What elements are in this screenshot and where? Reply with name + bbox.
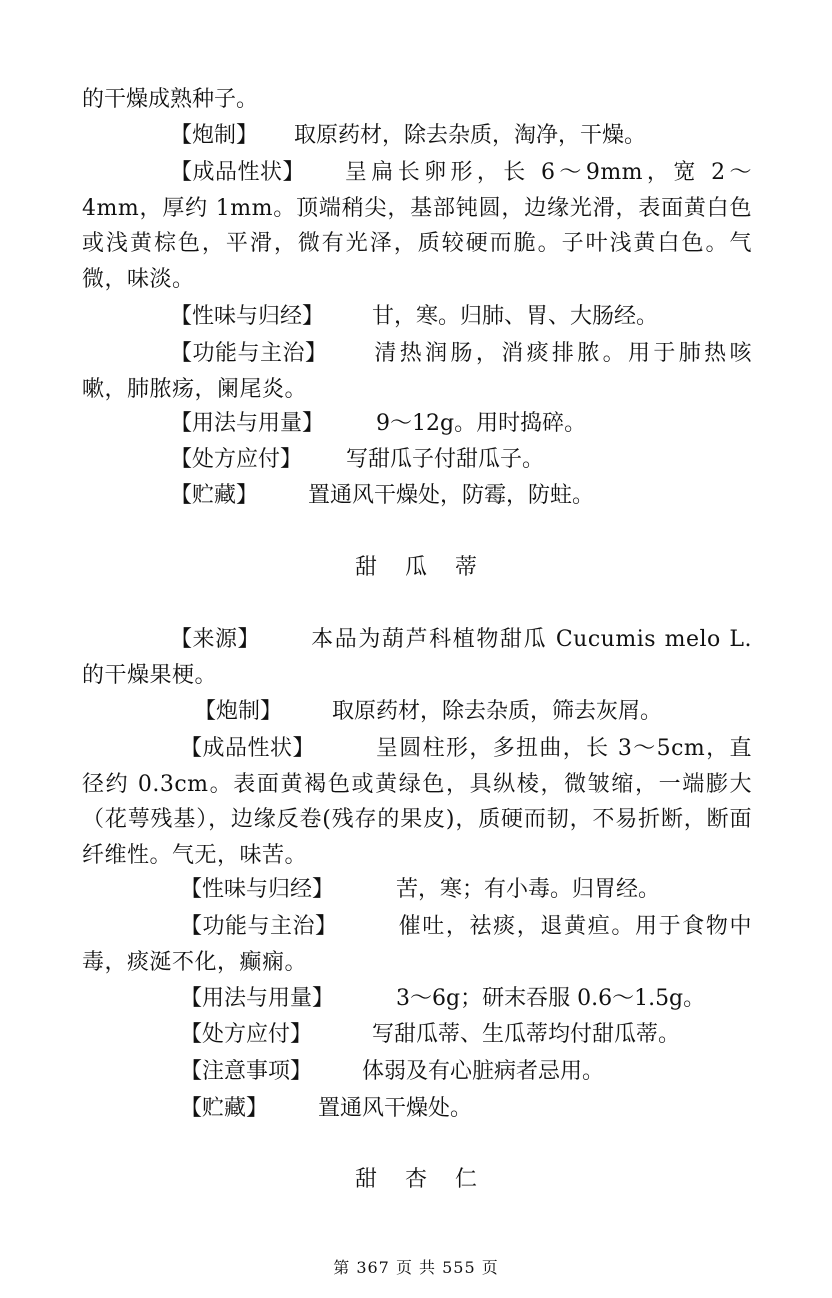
properties-text: 呈扁长卵形，长 6～9mm，宽 2～4mm，厚约 1mm。顶端稍尖，基部钝圆，边缘光滑，表面黄白色或浅黄棕色，平滑，微有光泽，质较硬而脆。子叶浅黄白色。气微，味淡。 [82,160,752,292]
source-field [82,622,752,693]
function-field [82,336,752,407]
intro-tail: 的干燥成熟种子。 [82,87,259,112]
caution-field [180,1055,604,1089]
prescription2-field [180,1018,680,1052]
storage-text: 置通风干燥处，防霉，防蛀。 [308,483,595,508]
usage2-label: 【用法与用量】 [180,986,335,1011]
processing-text: 取原药材，除去杂质，淘净，干燥。 [294,123,647,148]
properties-field [82,155,752,297]
usage-text: 9～12g。用时捣碎。 [376,411,587,436]
usage2-text: 3～6g；研末吞服 0.6～1.5g。 [396,986,706,1011]
properties-label: 【成品性状】 [170,160,306,185]
caution-text: 体弱及有心脏病者忌用。 [362,1059,605,1084]
usage-label: 【用法与用量】 [170,411,325,436]
taste-field [170,300,658,334]
taste-label: 【性味与归经】 [170,304,325,329]
page-number: 第 367 页 共 555 页 [333,1258,499,1277]
storage2-label: 【贮藏】 [180,1096,269,1121]
processing2-text: 取原药材，除去杂质，筛去灰屑。 [332,699,663,724]
usage2-field [180,982,705,1016]
caution-label: 【注意事项】 [180,1059,313,1084]
properties2-text: 呈圆柱形，多扭曲，长 3～5cm，直径约 0.3cm。表面黄褐色或黄绿色，具纵棱，微皱缩，一端膨大（花萼残基），边缘反卷(残存的果皮)，质硬而韧，不易折断，断面纤维性。气无，味苦。 [82,736,752,868]
processing-field [170,119,646,153]
storage-field [170,479,594,513]
function2-text: 催吐，祛痰，退黄疸。用于食物中毒，痰涎不化，癫痫。 [82,914,752,975]
processing-label: 【炮制】 [170,123,259,148]
storage-label: 【贮藏】 [170,483,259,508]
prescription-label: 【处方应付】 [170,447,303,472]
source-text: 本品为葫芦科植物甜瓜 Cucumis melo L. 的干燥果梗。 [82,627,752,688]
prescription-field [170,443,544,477]
storage2-field [180,1092,472,1126]
taste-text: 甘，寒。归肺、胃、大肠经。 [372,304,659,329]
prescription-text: 写甜瓜子付甜瓜子。 [346,447,545,472]
function2-label: 【功能与主治】 [180,914,338,939]
prescription2-text: 写甜瓜蒂、生瓜蒂均付甜瓜蒂。 [372,1022,681,1047]
properties2-label: 【成品性状】 [180,736,316,761]
processing2-field [194,695,662,729]
taste2-field [180,873,660,907]
usage-field [170,407,586,441]
taste2-text: 苦，寒；有小毒。归胃经。 [396,877,661,902]
section-title-tian-xingren: 甜杏仁 [354,1167,505,1192]
processing2-label: 【炮制】 [194,699,283,724]
function-text: 清热润肠，消痰排脓。用于肺热咳嗽，肺脓疡，阑尾炎。 [82,341,752,402]
function-label: 【功能与主治】 [170,341,328,366]
storage2-text: 置通风干燥处。 [318,1096,473,1121]
section-title-tiangua-di: 甜瓜蒂 [354,555,505,580]
prescription2-label: 【处方应付】 [180,1022,313,1047]
function2-field [82,909,752,980]
properties2-field [82,731,752,873]
taste2-label: 【性味与归经】 [180,877,335,902]
source-label: 【来源】 [170,627,261,652]
